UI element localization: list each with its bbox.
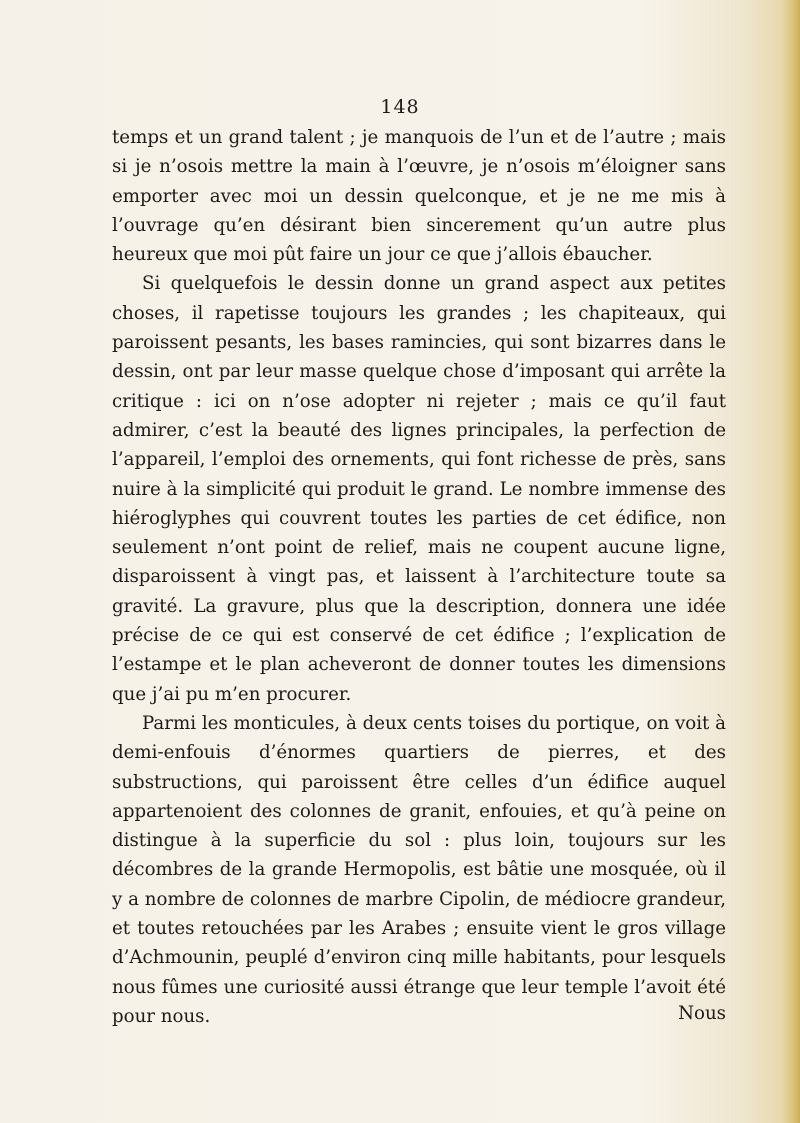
page-number: 148 bbox=[380, 96, 420, 118]
catchword: Nous bbox=[678, 1003, 726, 1024]
body-text bbox=[112, 123, 726, 1031]
page-edge-stain bbox=[782, 0, 800, 1123]
paragraph-3: Parmi les monticules, à deux cents toises du portique, on voit à demi-enfouis d’énormes quartiers de pierres, et des substructions, qui paroissent être celles d’un édifice auquel appartenoient des colonnes de granit, enfouies, et qu’à peine on distingue à la superficie du sol : plus loin, toujours sur les décombres de la grande Hermopolis, est bâtie une mosquée, où il y a nombre de colonnes de marbre Cipolin, de médiocre grandeur, et toutes retouchées par les Arabes ; ensuite vient le gros village d’Achmounin, peuplé d’environ cinq mille habitants, pour lesquels nous fûmes une curiosité aussi étrange que leur temple l’avoit été pour nous. bbox=[112, 712, 726, 1027]
paragraph-2: Si quelquefois le dessin donne un grand aspect aux petites choses, il rapetisse toujours les grandes ; les chapiteaux, qui paroissent pesants, les bases ramincies, qui sont bizarres dans le dessin, ont par leur masse quelque chose d’imposant qui arrête la critique : ici on n’ose adopter ni rejeter ; mais ce qu’il faut admirer, c’est la beauté des lignes principales, la perfection de l’appareil, l’emploi des ornements, qui font richesse de près, sans nuire à la simplicité qui produit le grand. Le nombre immense des hiéroglyphes qui couvrent toutes les parties de cet édifice, non seulement n’ont point de relief, mais ne coupent aucune ligne, disparoissent à vingt pas, et laissent à l’architecture toute sa gravité. La gravure, plus que la description, donnera une idée précise de ce qui est conservé de cet édifice ; l’explication de l’estampe et le plan acheveront de donner toutes les dimensions que j’ai pu m’en procurer. bbox=[112, 273, 726, 705]
paragraph-1: temps et un grand talent ; je manquois de l’un et de l’autre ; mais si je n’osois mettre la main à l’œuvre, je n’osois m’éloigner sans emporter avec moi un dessin quelconque, et je ne me mis à l’ouvrage qu’en désirant bien sincerement qu’un autre plus heureux que moi pût faire un jour ce que j’allois ébaucher. bbox=[112, 127, 726, 266]
